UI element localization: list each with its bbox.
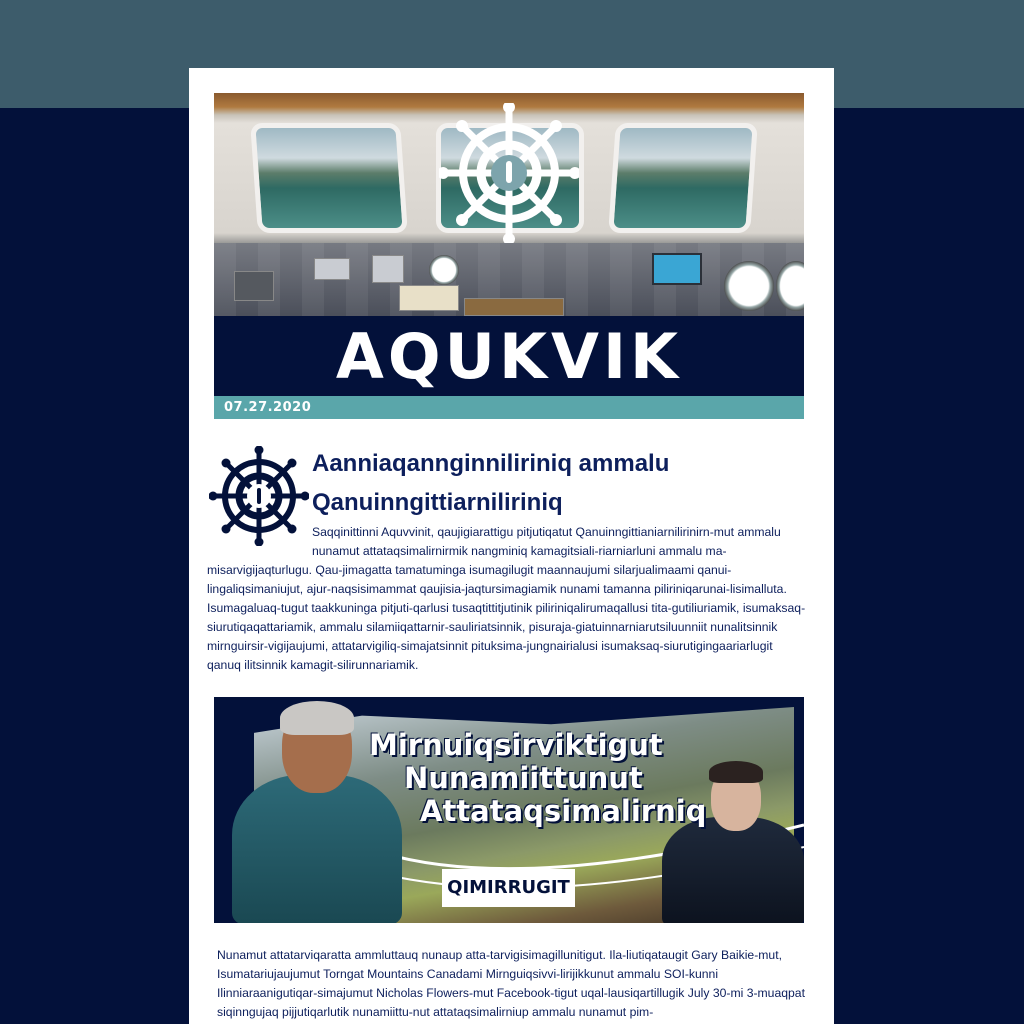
banner-headline-line: Nunamiittunut [404, 761, 643, 795]
hero-image [214, 93, 804, 419]
console-keypad [399, 285, 459, 311]
hero-title-band [214, 316, 804, 396]
cabin-window [608, 123, 758, 233]
console-gauge [724, 261, 774, 311]
article-body [207, 523, 807, 675]
console-panel [464, 298, 564, 316]
issue-date: 07.27.2020 [214, 396, 804, 419]
newsletter-sheet [189, 68, 834, 1024]
article-body-text: Saqqinittinni Aquvvinit, qaujigiarattigu pitjutiqatut Qanuinngittianiarnilirinirn-mut ammalu nunamut attataqsimalirnirmik nangminiq kamagitsiali-riarniarluni ammalu ma-misarvigijaqturlugu. Qau-jimagatta tamatuminga isumagilugit maannaujumi silarjualimaami qanui-lingaliqsimaniujut, ajur-naqsisimammat qaujisia-jaqtursimagiamik nunami tamanna piliriniqarunai-lisimalluta. Isumagaluaq-tugut taakkuninga pitjuti-qarlusi tusaqtittitjutinik piliriniqalirumaqallusi tita-gutiliuriamik, isumaksaq-siurutiqaqattariamik, ammalu silamiiqattarnir-sauliriatsinnik, pisuraja-giatuinnarniarutsiluunniit nunalitsinnik mirnguirsir-vigijaujumi, attatarvigiliq-simajatsinnit pituksima-jungnairialusi isumaksaq-siurutigingaariarlugit qanuq ilitsinnik kamagit-silirunnariamik. [207, 525, 806, 672]
cabin-window [250, 123, 408, 233]
newsletter-title: AQUKVIK [335, 319, 683, 393]
banner-headline-line: Mirnuiqsirviktigut [369, 728, 663, 762]
watch-button[interactable]: QIMIRRUGIT [442, 869, 575, 907]
webinar-banner[interactable] [214, 697, 804, 923]
ship-bridge-photo [214, 93, 804, 316]
person-photo-left-hair [280, 701, 354, 735]
person-photo-right [662, 817, 804, 923]
control-console [214, 243, 804, 316]
console-panel [314, 258, 350, 280]
console-panel [372, 255, 404, 283]
banner-headline-line: Attataqsimalirniq [420, 794, 707, 828]
ship-wheel-icon [439, 103, 579, 243]
article-title: Aanniaqannginniliriniq ammalu Qanuinngittiarniliriniq [312, 450, 670, 516]
event-description: Nunamut attatarviqaratta ammluttauq nunaup atta-tarvigisimagillunitigut. Ila-liutiqataugit Gary Baikie-mut, Isumatariujaujumut Torngat Mountains Canadami Mirnguiqsivvi-lirijikkunut ammalu SOI-kunni Ilinniaraanigutiqar-simajumut Nicholas Flowers-mut Facebook-tigut uqal-lausiqartillugik July 30-mi 3-muaqpat siqinngujaq pijjutiqarlutik nunamiittu-nut attataqsimalirniup ammalu nunamut pim- [217, 948, 805, 1019]
console-gauge [429, 255, 459, 285]
console-screen [652, 253, 702, 285]
console-gauge [776, 261, 804, 311]
console-panel [234, 271, 274, 301]
banner-headline [364, 729, 724, 828]
